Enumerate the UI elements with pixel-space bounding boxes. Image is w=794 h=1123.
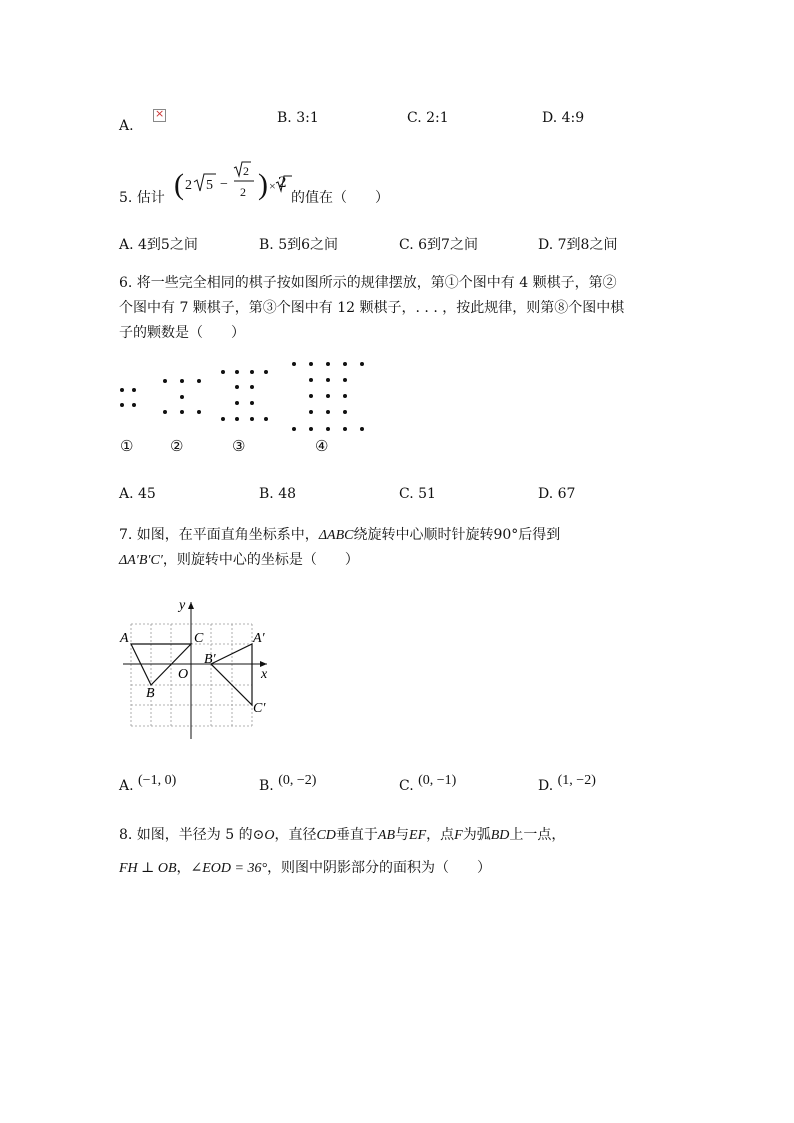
svg-text:5: 5 xyxy=(206,178,213,193)
option-text: 51 xyxy=(418,486,436,502)
stem-text: 绕旋转中心顺时针旋转90°后得到 xyxy=(353,527,561,543)
option-letter: C. xyxy=(399,237,414,253)
q5-option-b xyxy=(259,234,338,254)
option-text: 4到5之间 xyxy=(138,237,198,253)
y-arrow-icon xyxy=(188,602,194,609)
q5-option-a xyxy=(119,234,198,254)
dot xyxy=(326,427,330,431)
q6-option-c xyxy=(399,486,436,502)
q7-stem-line1 xyxy=(119,524,560,544)
math-bd: BD xyxy=(490,828,510,843)
dot xyxy=(292,362,296,366)
dot xyxy=(235,385,239,389)
dot xyxy=(264,370,268,374)
svg-text:(: ( xyxy=(174,168,184,201)
dot xyxy=(221,417,225,421)
option-text: (0, −2) xyxy=(278,773,317,788)
option-letter: B. xyxy=(277,110,292,126)
dot xyxy=(326,394,330,398)
math-fh-perp-ob: FH ⊥ OB xyxy=(119,861,177,876)
triangle-abc-prime-shape xyxy=(211,644,252,705)
option-letter: A. xyxy=(119,237,134,253)
dot xyxy=(360,427,364,431)
dot xyxy=(326,362,330,366)
dot xyxy=(309,410,313,414)
figure-label-3: ③ xyxy=(232,437,246,455)
dot xyxy=(326,378,330,382)
option-text: 45 xyxy=(138,486,156,502)
q5-option-c xyxy=(399,234,478,254)
broken-image-icon xyxy=(153,109,166,125)
dot xyxy=(163,379,167,383)
q7-option-c xyxy=(399,773,457,795)
stem-text: ，则图中阴影部分的面积为（ ） xyxy=(267,860,492,876)
dot xyxy=(180,410,184,414)
q8-stem-line1 xyxy=(119,824,565,844)
option-letter: B. xyxy=(259,486,274,502)
dot xyxy=(264,417,268,421)
svg-text:−: − xyxy=(220,177,228,192)
q6-stem-line2: 个图中有 7 颗棋子，第③个图中有 12 颗棋子，. . . ，按此规律，则第⑧个图中棋 xyxy=(119,300,625,316)
option-text: (1, −2) xyxy=(557,773,596,788)
dot xyxy=(235,401,239,405)
dot xyxy=(309,427,313,431)
stem-text: ，直径 xyxy=(274,827,317,843)
figure-label-4: ④ xyxy=(315,437,329,455)
option-text: 3:1 xyxy=(296,110,319,126)
dot xyxy=(180,379,184,383)
stem-text: 上一点， xyxy=(509,827,566,843)
svg-text:2: 2 xyxy=(185,178,192,193)
label-b-prime: B′ xyxy=(204,652,216,667)
math-angle-eod: ∠EOD = 36° xyxy=(190,861,268,876)
dot xyxy=(309,394,313,398)
label-y: y xyxy=(179,598,186,613)
option-text: 7到8之间 xyxy=(557,237,618,253)
q8-stem-line2 xyxy=(119,857,491,877)
stem-text: 为弧 xyxy=(462,827,491,843)
q4-option-c xyxy=(407,110,449,126)
option-letter: C. xyxy=(407,110,422,126)
option-letter: D. xyxy=(538,237,554,253)
option-letter: D. xyxy=(538,486,554,502)
figure-label-2: ② xyxy=(170,437,184,455)
label-a-prime: A′ xyxy=(253,631,265,646)
option-text: 2:1 xyxy=(426,110,449,126)
option-letter: A. xyxy=(119,778,134,794)
q7-option-d xyxy=(538,773,596,795)
dot xyxy=(180,395,184,399)
dot xyxy=(250,385,254,389)
stem-text: 与 xyxy=(395,827,410,843)
option-text: 48 xyxy=(278,486,297,502)
label-o: O xyxy=(178,667,189,682)
q4-option-a xyxy=(119,118,134,134)
stem-text: ，点 xyxy=(426,827,455,843)
q6-option-b xyxy=(259,486,296,502)
dot xyxy=(197,410,201,414)
q7-stem-line2 xyxy=(119,549,359,569)
dot xyxy=(120,403,124,407)
q6-dot-figures xyxy=(110,355,390,445)
svg-text:2: 2 xyxy=(240,185,246,199)
math-ef: EF xyxy=(409,828,427,843)
option-text: 6到7之间 xyxy=(418,237,478,253)
svg-text:×: × xyxy=(269,179,276,193)
q6-option-d xyxy=(538,486,575,502)
label-c-prime: C′ xyxy=(253,701,266,716)
dot xyxy=(343,394,347,398)
math-cd: CD xyxy=(316,828,336,843)
dot xyxy=(132,403,136,407)
option-letter: C. xyxy=(399,486,414,502)
dot xyxy=(326,410,330,414)
option-letter: C. xyxy=(399,778,414,794)
stem-text: ，则旋转中心的坐标是（ ） xyxy=(162,552,359,568)
dot xyxy=(292,427,296,431)
q5-sqrt2: 2 xyxy=(278,175,287,191)
dot xyxy=(221,370,225,374)
q5-stem-number: 5. 估计 xyxy=(119,190,165,206)
dot xyxy=(309,362,313,366)
q7-option-a xyxy=(119,773,177,795)
figure-label-1: ① xyxy=(120,437,134,455)
dot xyxy=(250,417,254,421)
option-letter: A. xyxy=(119,486,134,502)
math-ab: AB xyxy=(377,828,396,843)
q6-stem-line1: 6. 将一些完全相同的棋子按如图所示的规律摆放，第①个图中有 4 颗棋子，第② xyxy=(119,275,617,291)
label-x: x xyxy=(261,667,268,682)
dot xyxy=(343,362,347,366)
triangle-abc-prime: ΔA′B′C′ xyxy=(119,553,163,568)
stem-text: 7. 如图，在平面直角坐标系中， xyxy=(119,527,319,543)
dot xyxy=(360,362,364,366)
q5-option-d xyxy=(538,234,617,254)
dot xyxy=(132,388,136,392)
triangle-abc: ΔABC xyxy=(318,528,354,543)
circle-o: ⊙O xyxy=(252,828,275,843)
dot xyxy=(343,378,347,382)
q6-stem-line3: 子的颗数是（ ） xyxy=(119,325,245,341)
svg-text:): ) xyxy=(258,168,268,201)
math-f: F xyxy=(454,828,463,843)
option-text: 5到6之间 xyxy=(278,237,339,253)
dot xyxy=(120,388,124,392)
stem-text: 8. 如图，半径为 5 的 xyxy=(119,827,253,843)
option-letter: D. xyxy=(538,778,554,794)
dot xyxy=(197,379,201,383)
q4-option-b xyxy=(277,110,319,126)
dot xyxy=(343,410,347,414)
dot xyxy=(235,417,239,421)
option-letter: A. xyxy=(119,118,134,134)
dot xyxy=(235,370,239,374)
option-text: (−1, 0) xyxy=(138,773,177,788)
dot xyxy=(250,370,254,374)
label-a: A xyxy=(120,631,129,646)
option-text: 67 xyxy=(557,486,576,502)
option-letter: B. xyxy=(259,237,274,253)
q6-option-a xyxy=(119,486,156,502)
option-letter: B. xyxy=(259,778,274,794)
option-letter: D. xyxy=(542,110,558,126)
q4-option-d xyxy=(542,110,584,126)
dot xyxy=(343,427,347,431)
option-text: 4:9 xyxy=(561,110,585,126)
stem-text: ， xyxy=(176,860,191,876)
q5-expression xyxy=(172,160,292,206)
q7-option-b xyxy=(259,773,317,795)
stem-text: 垂直于 xyxy=(335,827,378,843)
option-text: (0, −1) xyxy=(418,773,457,788)
q7-coordinate-figure xyxy=(115,594,280,744)
label-b: B xyxy=(146,686,155,701)
dot xyxy=(309,378,313,382)
q5-stem-suffix: 的值在（ ） xyxy=(291,190,389,206)
label-c: C xyxy=(194,631,204,646)
dot xyxy=(250,401,254,405)
svg-text:2: 2 xyxy=(243,164,249,178)
dot xyxy=(163,410,167,414)
